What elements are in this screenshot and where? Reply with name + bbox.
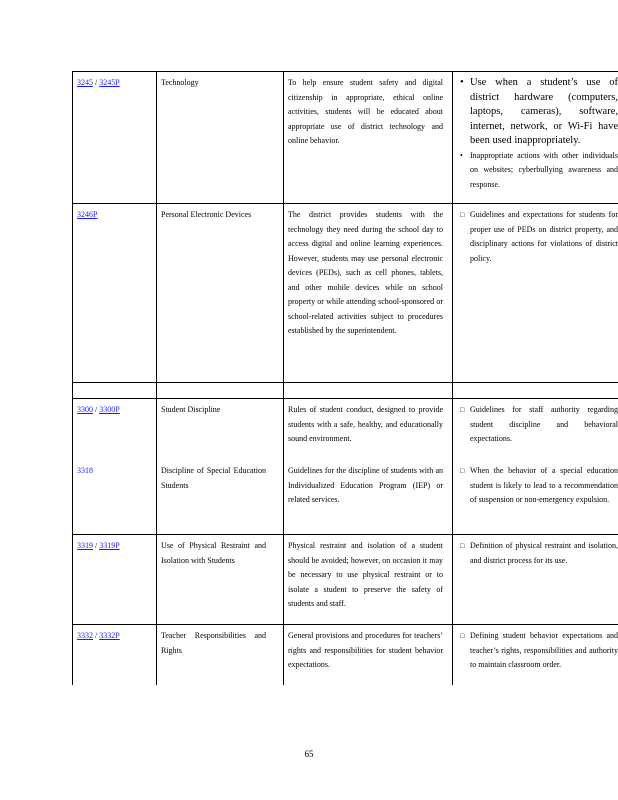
table-row [72, 534, 618, 624]
policy-code-link[interactable]: 3245 [77, 78, 93, 87]
details-cell [460, 539, 618, 568]
details-cell [460, 76, 618, 192]
description-cell: To help ensure student safety and digital citizenship in appropriate, ethical online activities, students will be educated about appropriate use of district technology and online behavior. [288, 78, 443, 145]
details-cell [460, 403, 618, 447]
policy-code-cell: 3319 / 3319P [77, 541, 120, 550]
policy-code: 3318 [77, 466, 93, 475]
table-row [72, 71, 618, 203]
policy-code-link[interactable]: 3246P [77, 210, 98, 219]
policy-table [72, 71, 618, 685]
topic-cell: Student Discipline [161, 405, 221, 414]
policy-code-link[interactable]: 3300 [77, 405, 93, 414]
policy-code-link[interactable]: 3245P [99, 78, 120, 87]
description-cell: Guidelines for the discipline of students with an Individualized Education Program (IEP) or related services. [288, 466, 443, 504]
policy-code-cell: 3300 / 3300P [77, 405, 120, 414]
list-item: □ When the behavior of a special education student is likely to lead to a recommendation of suspension or non-emergency expulsion. [460, 464, 618, 508]
policy-code-link[interactable]: 3319 [77, 541, 93, 550]
description-cell: General provisions and procedures for teachers’ rights and responsibilities for student behavior expectations. [288, 631, 443, 669]
policy-code-cell [77, 208, 152, 223]
description-cell: Physical restraint and isolation of a student should be avoided; however, on occasion it may be necessary to use physical restraint or to isolate a student to preserve the safety of students and staff. [288, 541, 443, 608]
policy-code-cell: 3245 / 3245P [77, 78, 120, 87]
policy-code-link[interactable]: 3319P [99, 541, 120, 550]
policy-code-link[interactable]: 3332P [99, 631, 120, 640]
table-row [72, 203, 618, 382]
description-cell: The district provides students with the technology they need during the school day to access digital and online learning experiences. However, students may use personal electronic devices (PEDs), such as cell phones, tablets, and other mobile devices while on school property or while attending school-sponsored or school-related activities subject to procedures established by the superintendent. [288, 210, 443, 335]
table-row [72, 460, 618, 534]
policy-code-cell: 3332 / 3332P [77, 631, 120, 640]
policy-code-link[interactable]: 3300P [99, 405, 120, 414]
details-cell [460, 464, 618, 508]
table-gap [72, 382, 618, 398]
table-row [72, 624, 618, 685]
policy-code-cell [77, 464, 152, 479]
list-item: □ Guidelines for staff authority regarding student discipline and behavioral expectations. [460, 403, 618, 447]
table-row [72, 398, 618, 460]
details-cell [460, 208, 618, 266]
topic-cell: Use of Physical Restraint and Isolation with Students [161, 541, 266, 565]
policy-code-link[interactable]: 3332 [77, 631, 93, 640]
list-item: • Use when a student’s use of district hardware (computers, laptops, cameras), software, internet, network, or Wi-Fi have been used inappropriately. [460, 76, 618, 149]
topic-cell: Personal Electronic Devices [161, 210, 252, 219]
list-item: □ Definition of physical restraint and isolation, and district process for its use. [460, 539, 618, 568]
details-cell [460, 629, 618, 673]
topic-cell: Discipline of Special Education Students [161, 466, 266, 490]
list-item: • Inappropriate actions with other individuals on websites; cyberbullying awareness and response. [460, 149, 618, 193]
topic-cell: Teacher Responsibilities and Rights [161, 631, 266, 655]
description-cell: Rules of student conduct, designed to provide students with a safe, healthy, and educationally sound environment. [288, 405, 443, 443]
list-item: □ Guidelines and expectations for students for proper use of PEDs on district property, and disciplinary actions for violations of district policy. [460, 208, 618, 266]
list-item: □ Defining student behavior expectations and teacher’s rights, responsibilities and authority to maintain classroom order. [460, 629, 618, 673]
topic-cell: Technology [161, 78, 199, 87]
page-number: 65 [304, 749, 314, 759]
